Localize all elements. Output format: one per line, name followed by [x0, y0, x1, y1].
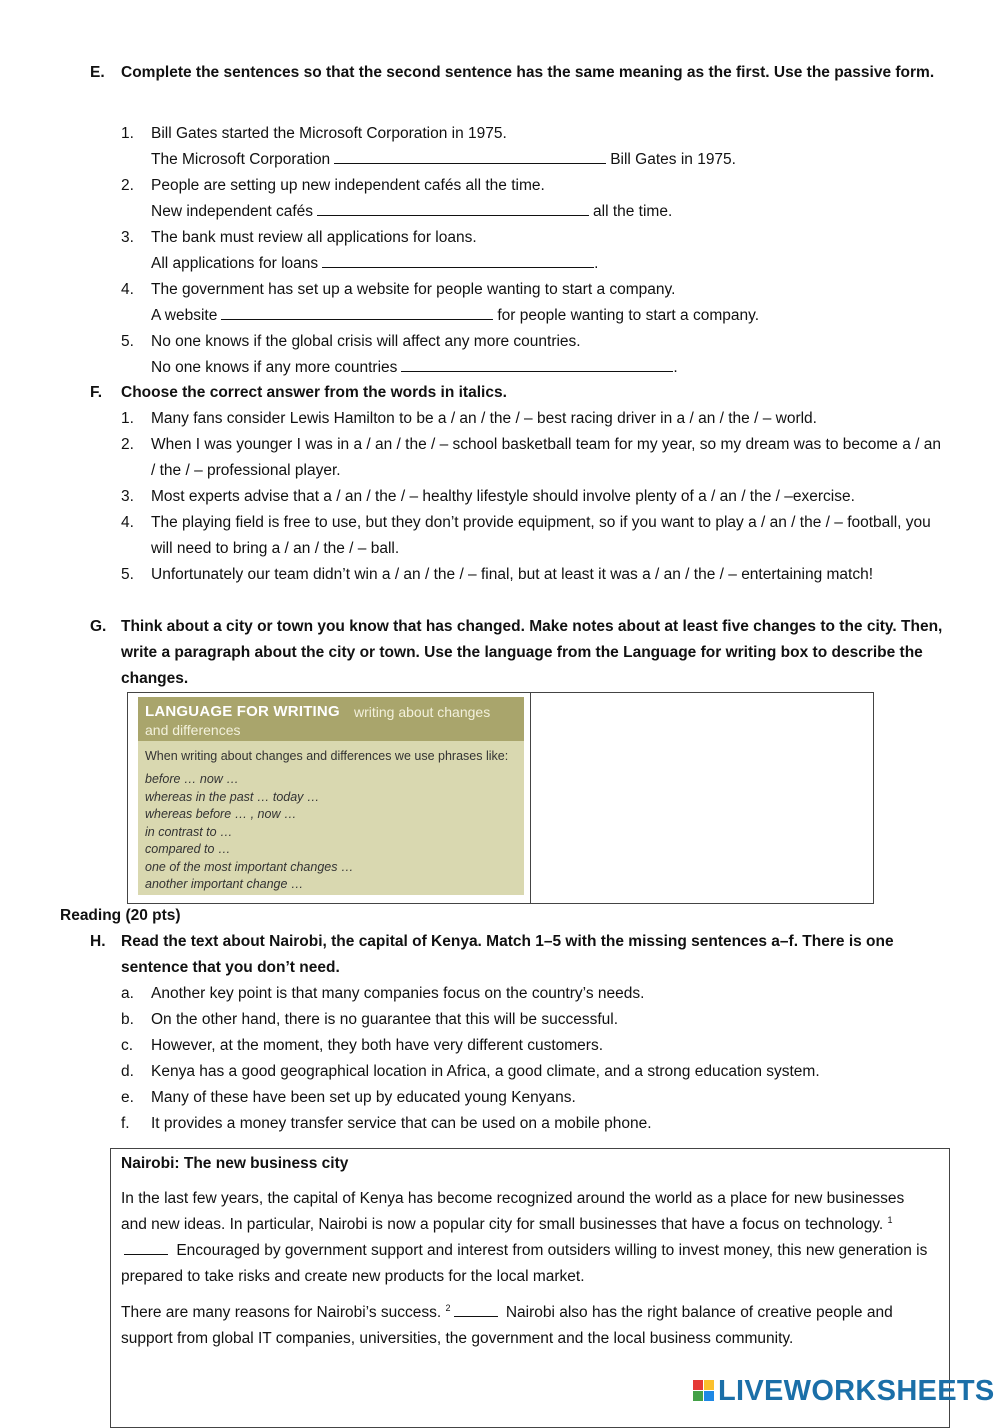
section-letter: H. [90, 933, 106, 950]
rewrite-start: All applications for loans [151, 255, 319, 272]
option-text: Kenya has a good geographical location in Africa, a good climate, and a strong education system. [151, 1063, 820, 1080]
choice-sentence: Many fans consider Lewis Hamilton to be a / an / the / – best racing driver in a / an / the / – world. [151, 410, 817, 427]
reading-heading: Reading (20 pts) [60, 907, 181, 924]
section-letter: G. [90, 618, 107, 635]
original-sentence: No one knows if the global crisis will affect any more countries. [151, 333, 581, 350]
rewrite-end: for people wanting to start a company. [497, 307, 759, 324]
box-subtitle-continued: and differences [145, 722, 241, 738]
choice-sentence: When I was younger I was in a / an / the / – school basketball team for my year, so my dream was to become a / an / the / – professional player. [151, 436, 942, 479]
list-item: 1. Bill Gates started the Microsoft Corporation in 1975. The Microsoft Corporation Bill Gates in 1975. [121, 121, 946, 173]
liveworksheets-icon [693, 1380, 715, 1402]
list-item: 5. Unfortunately our team didn’t win a / an / the / – final, but at least it was a / an / the / – entertaining match! [121, 566, 874, 583]
language-for-writing-box [138, 697, 524, 895]
box-title: LANGUAGE FOR WRITING [145, 703, 340, 720]
list-item: 4. The playing field is free to use, but they don’t provide equipment, so if you want to play a / an / the / – football, you will need to bring a / an / the / – ball. [121, 514, 931, 557]
rewrite-end: . [594, 255, 599, 272]
option-item: c. However, at the moment, they both have very different customers. [121, 1037, 604, 1054]
section-e-instruction [90, 60, 950, 86]
section-e-list [121, 121, 946, 381]
option-text: Another key point is that many companies focus on the country’s needs. [151, 985, 645, 1002]
phrase: whereas in the past … today … [145, 789, 320, 804]
section-f-instruction [90, 380, 950, 406]
section-letter: F. [90, 384, 103, 401]
instruction-text: Think about a city or town you know that has changed. Make notes about at least five changes to the city. Then, write a paragraph about the city or town. Use the language from the Language for writing box to describe the changes. [121, 618, 943, 687]
phrase: whereas before … , now … [145, 807, 297, 821]
instruction-text: Read the text about Nairobi, the capital of Kenya. Match 1–5 with the missing sentences a–f. There is one sentence that you don’t need. [121, 933, 894, 976]
original-sentence: Bill Gates started the Microsoft Corporation in 1975. [151, 125, 507, 142]
choice-sentence: Most experts advise that a / an / the / – healthy lifestyle should involve plenty of a / an / the / –exercise. [151, 488, 855, 505]
gap-number: 1 [887, 1214, 893, 1225]
answer-blank[interactable] [401, 357, 673, 372]
list-item: 1. Many fans consider Lewis Hamilton to be a / an / the / – best racing driver in a / an / the / – world. [121, 410, 817, 427]
choice-sentence: Unfortunately our team didn’t win a / an / the / – final, but at least it was a / an / the / – entertaining match! [151, 566, 874, 583]
phrase-list [145, 771, 353, 894]
phrase: another important change … [145, 877, 304, 891]
list-item: 2. When I was younger I was in a / an / the / – school basketball team for my year, so my dream was to become a / an / the / – professional player. [121, 436, 942, 479]
option-item: f. It provides a money transfer service that can be used on a mobile phone. [121, 1115, 652, 1132]
box-intro: When writing about changes and differences we use phrases like: [145, 749, 509, 763]
list-item: 4. The government has set up a website for people wanting to start a company. A website for people wanting to start a company. [121, 277, 946, 329]
section-g-instruction [90, 614, 950, 692]
writing-table [127, 692, 874, 904]
gap-number: 2 [445, 1302, 451, 1313]
answer-blank[interactable] [322, 253, 594, 268]
phrase: compared to … [145, 842, 231, 856]
option-text: Many of these have been set up by educated young Kenyans. [151, 1089, 576, 1106]
option-item: b. On the other hand, there is no guarantee that this will be successful. [121, 1011, 618, 1028]
gap-blank[interactable] [454, 1302, 498, 1317]
gap-blank[interactable] [124, 1240, 168, 1255]
original-sentence: The bank must review all applications for loans. [151, 229, 477, 246]
logo-text: LIVEWORKSHEETS [718, 1374, 995, 1407]
rewrite-start: A website [151, 307, 218, 324]
original-sentence: People are setting up new independent cafés all the time. [151, 177, 545, 194]
answer-blank[interactable] [334, 149, 606, 164]
option-text: However, at the moment, they both have very different customers. [151, 1037, 604, 1054]
section-h-options [121, 981, 946, 1137]
phrase: one of the most important changes … [145, 859, 354, 874]
box-subtitle: writing about changes [354, 704, 491, 720]
instruction-text: Complete the sentences so that the second sentence has the same meaning as the first. Use the passive form. [121, 64, 935, 81]
option-item: d. Kenya has a good geographical location in Africa, a good climate, and a strong education system. [121, 1063, 820, 1080]
rewrite-start: No one knows if any more countries [151, 359, 398, 376]
section-h-instruction [90, 929, 950, 981]
liveworksheets-logo [693, 1374, 995, 1408]
choice-sentence: The playing field is free to use, but they don’t provide equipment, so if you want to play a / an / the / – football, you will need to bring a / an / the / – ball. [151, 514, 931, 557]
writing-answer-area[interactable] [532, 693, 872, 903]
rewrite-start: The Microsoft Corporation [151, 151, 331, 168]
table-divider [530, 693, 531, 903]
answer-blank[interactable] [221, 305, 493, 320]
reading-paragraph: There are many reasons for Nairobi’s success. $^2$ Nairobi also has the right balance of creative people and support from global IT companies, universities, the government and the local business community. [121, 1302, 893, 1347]
option-item: e. Many of these have been set up by educated young Kenyans. [121, 1089, 576, 1106]
original-sentence: The government has set up a website for people wanting to start a company. [151, 281, 676, 298]
list-item: 3. The bank must review all applications for loans. All applications for loans . [121, 225, 946, 277]
option-text: It provides a money transfer service that can be used on a mobile phone. [151, 1115, 652, 1132]
rewrite-start: New independent cafés [151, 203, 314, 220]
section-letter: E. [90, 64, 105, 81]
list-item: 3. Most experts advise that a / an / the / – healthy lifestyle should involve plenty of a / an / the / –exercise. [121, 488, 855, 505]
section-f-list [121, 406, 946, 588]
reading-title: Nairobi: The new business city [121, 1155, 349, 1172]
answer-blank[interactable] [317, 201, 589, 216]
rewrite-end: Bill Gates in 1975. [610, 151, 736, 168]
rewrite-end: all the time. [593, 203, 673, 220]
reading-paragraph: In the last few years, the capital of Kenya has become recognized around the world as a place for new businesses and new ideas. In particular, Nairobi is now a popular city for small businesses that have a focus on technology. $^1$ Encouraged by government support and interest from outsiders willing to invest money, this new generation is prepared to take risks and create new products for the local market. [121, 1190, 928, 1285]
rewrite-end: . [673, 359, 678, 376]
box-header [138, 697, 524, 741]
instruction-text: Choose the correct answer from the words in italics. [121, 384, 507, 401]
option-item: a. Another key point is that many companies focus on the country’s needs. [121, 985, 645, 1002]
list-item: 2. People are setting up new independent cafés all the time. New independent cafés all the time. [121, 173, 946, 225]
phrase: before … now … [145, 772, 239, 786]
option-text: On the other hand, there is no guarantee that this will be successful. [151, 1011, 618, 1028]
list-item: 5. No one knows if the global crisis will affect any more countries. No one knows if any more countries . [121, 329, 946, 381]
phrase: in contrast to … [145, 824, 233, 839]
